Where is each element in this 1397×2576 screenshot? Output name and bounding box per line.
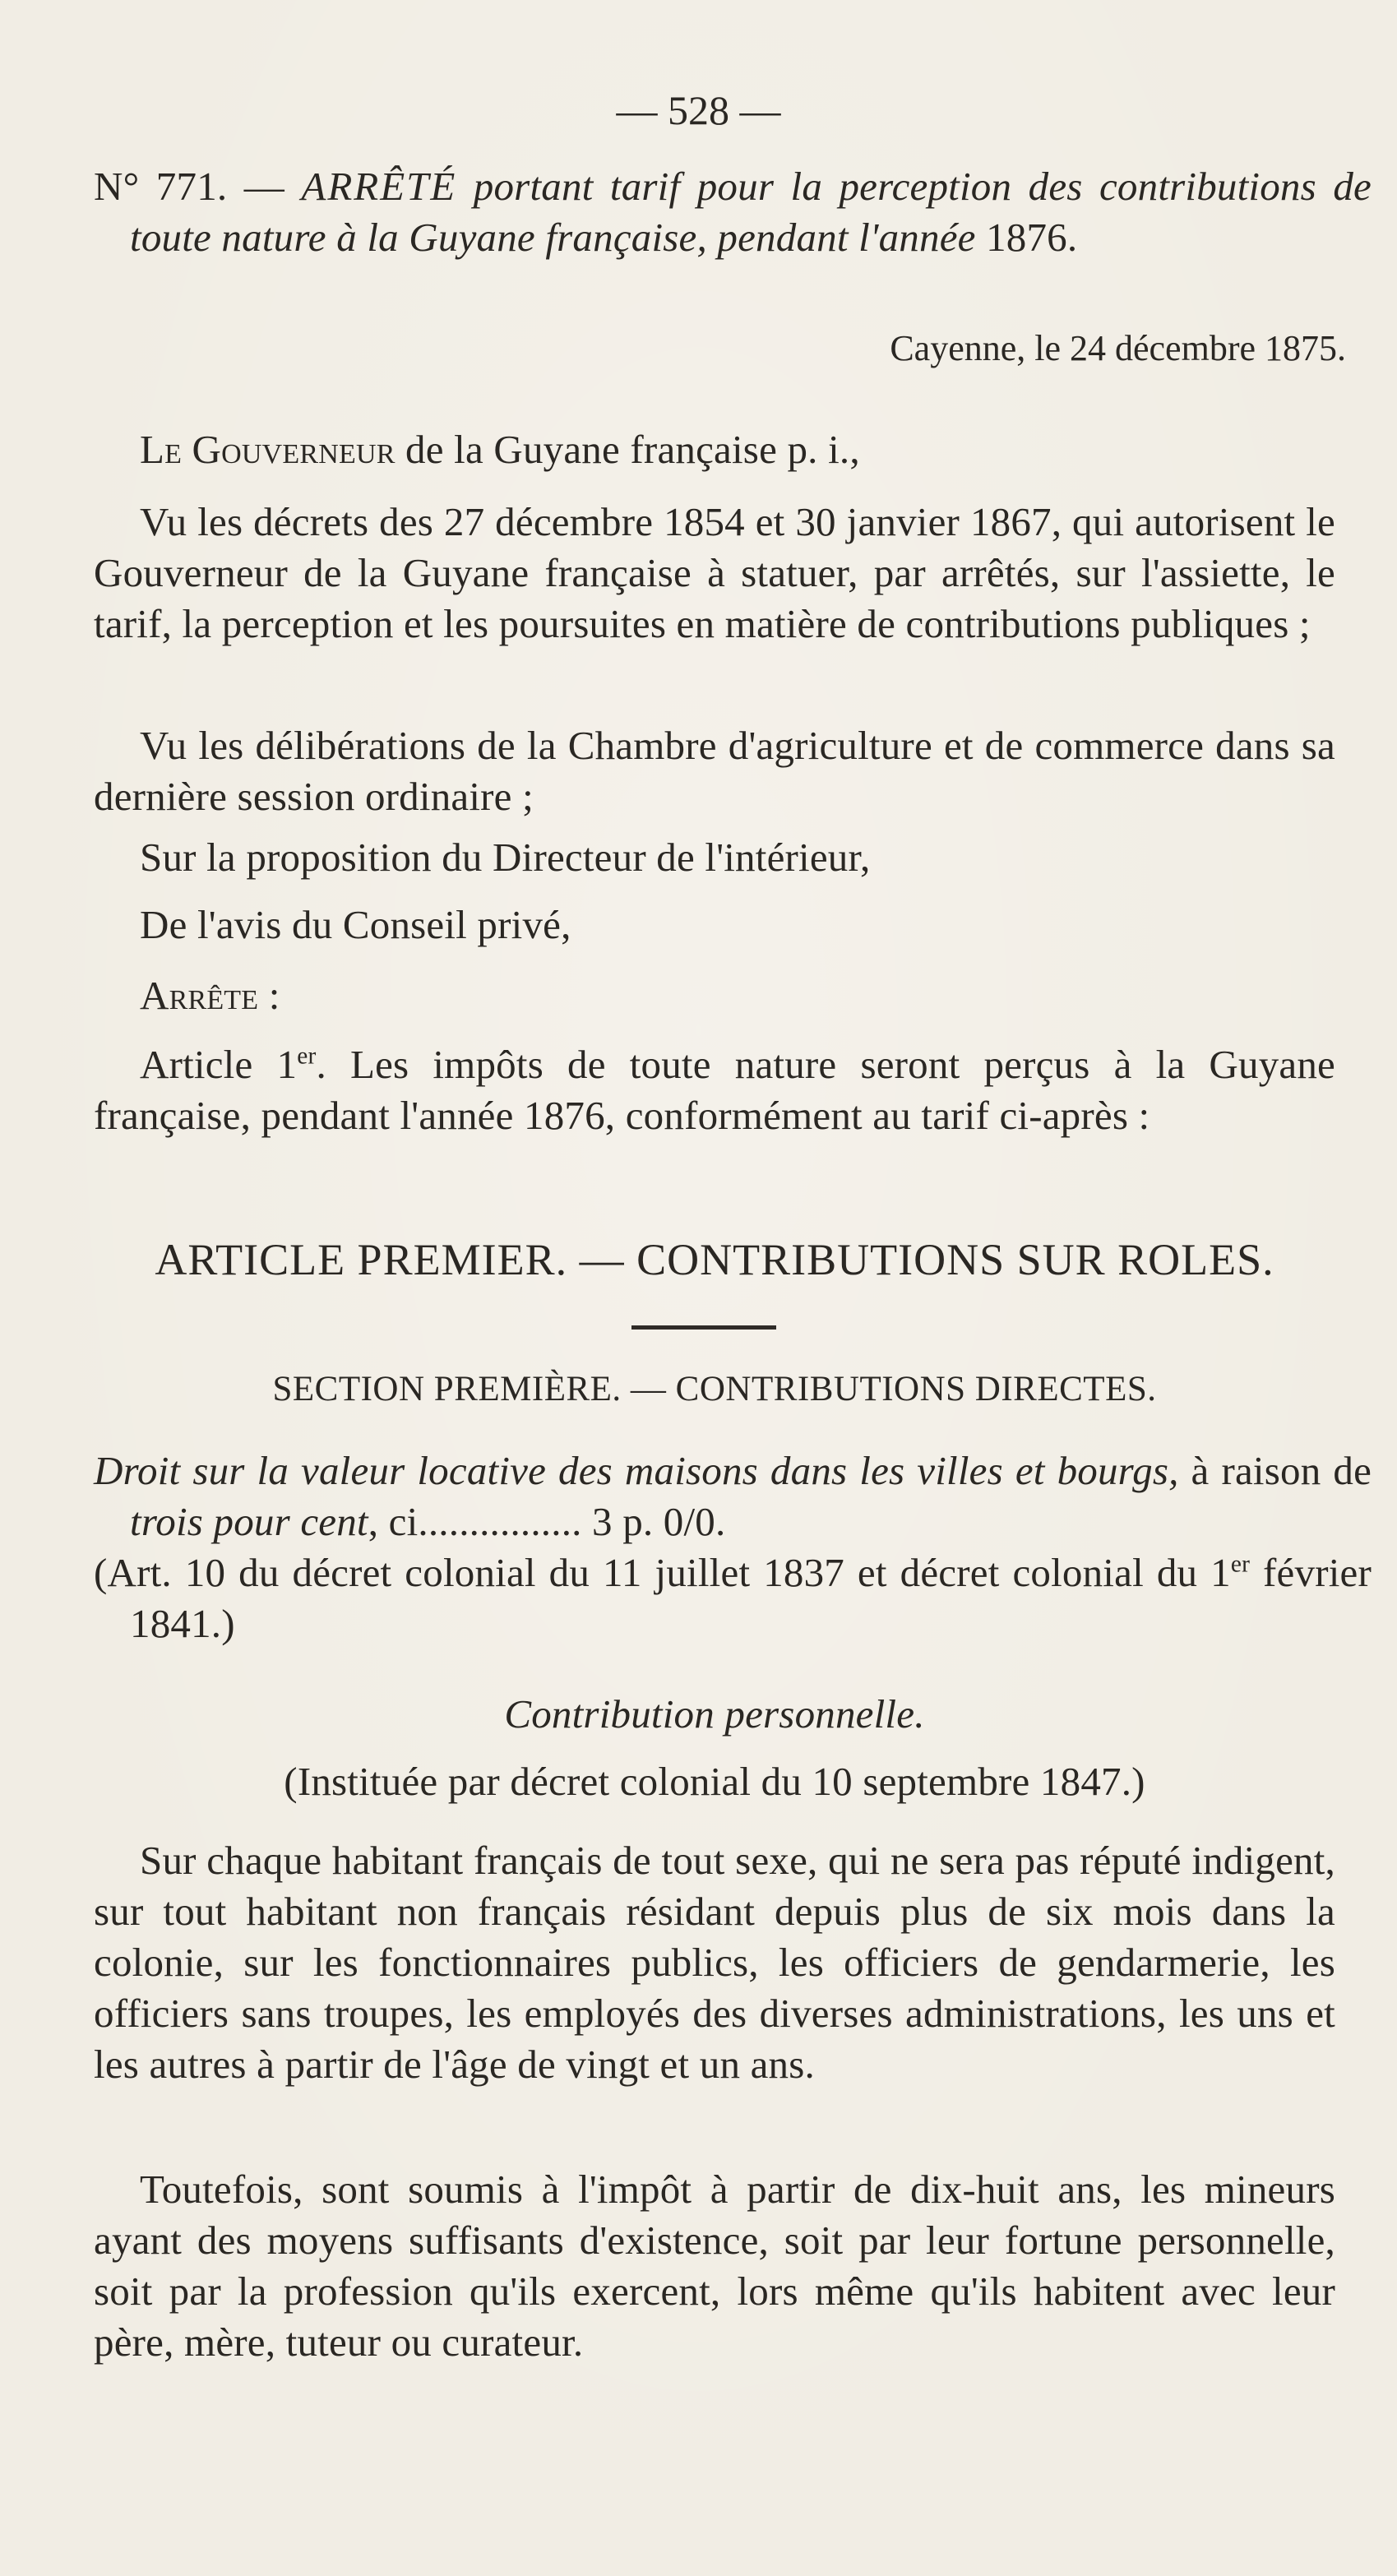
droit-reference [94, 1547, 1372, 1649]
section-premiere-heading: SECTION PREMIÈRE. — CONTRIBUTIONS DIRECTES. [272, 1370, 1157, 1408]
article-1 [94, 1039, 1335, 1141]
decree-title-rest: portant tarif pour la perception des contributions de toute nature à la Guyane française, pendant l'année [130, 164, 1372, 260]
droit-ref-pre: (Art. 10 du décret colonial du 11 juillet 1837 et décret colonial du 1 [94, 1550, 1231, 1595]
preamble-avis: De l'avis du Conseil privé, [140, 902, 571, 947]
arrete-word: Arrête : [140, 973, 280, 1018]
article-1-text: . Les impôts de toute nature seront perçus à la Guyane française, pendant l'année 1876, conformément au tarif ci-après : [94, 1042, 1335, 1138]
decree-title [94, 161, 1372, 263]
contribution-title: Contribution personnelle. [504, 1691, 925, 1737]
droit-locatif [94, 1445, 1372, 1547]
heading-divider [631, 1325, 776, 1330]
preamble-vu-decrets: Vu les décrets des 27 décembre 1854 et 30 janvier 1867, qui autorisent le Gouverneur de la Guyane française à statuer, par arrêtés, sur l'assiette, le tarif, la perception et les poursuites en matière de contributions publiques ; [94, 499, 1335, 646]
article-premier-heading: ARTICLE PREMIER. — CONTRIBUTIONS SUR ROLES. [155, 1235, 1274, 1284]
governor-rest: de la Guyane française p. i., [395, 427, 860, 472]
droit-line2-post: , ci................ 3 p. 0/0. [368, 1499, 726, 1544]
preamble-vu-deliberations: Vu les délibérations de la Chambre d'agriculture et de commerce dans sa dernière session ordinaire ; [94, 723, 1335, 819]
contribution-para-2: Toutefois, sont soumis à l'impôt à partir de dix-huit ans, les mineurs ayant des moyens suffisants d'existence, soit par leur fortune personnelle, soit par la profession qu'ils exercent, lors même qu'ils habitent avec leur père, mère, tuteur ou curateur. [94, 2167, 1335, 2365]
page-number: — 528 — [616, 87, 781, 133]
decree-dash: — [227, 164, 302, 209]
decree-number: N° 771. [94, 164, 228, 209]
article-1-lead: Article 1 [140, 1042, 298, 1087]
droit-italic: Droit sur la valeur locative des maisons dans les villes et bourgs, [94, 1448, 1179, 1493]
droit-ref-sup: er [1230, 1551, 1251, 1578]
decree-title-word: ARRÊTÉ [301, 164, 457, 209]
decree-year: 1876. [986, 215, 1078, 260]
governor-line [94, 424, 1335, 475]
article-1-sup: er [297, 1043, 317, 1070]
governor-title: Le Gouverneur [140, 427, 396, 472]
droit-line2-pre: à raison de [1191, 1448, 1372, 1493]
droit-ref-post: février 1841.) [130, 1550, 1372, 1646]
place-date: Cayenne, le 24 décembre 1875. [890, 328, 1346, 368]
contribution-instituted: (Instituée par décret colonial du 10 septembre 1847.) [284, 1759, 1145, 1804]
contribution-para-1: Sur chaque habitant français de tout sexe, qui ne sera pas réputé indigent, sur tout habitant non français résidant depuis plus de six mois dans la colonie, sur les fonctionnaires publics, les officiers de gendarmerie, les officiers sans troupes, les employés des diverses administrations, les uns et les autres à partir de l'âge de vingt et un ans. [94, 1838, 1335, 2087]
droit-line2-italic: trois pour cent [130, 1499, 368, 1544]
preamble-proposition: Sur la proposition du Directeur de l'intérieur, [140, 835, 871, 880]
